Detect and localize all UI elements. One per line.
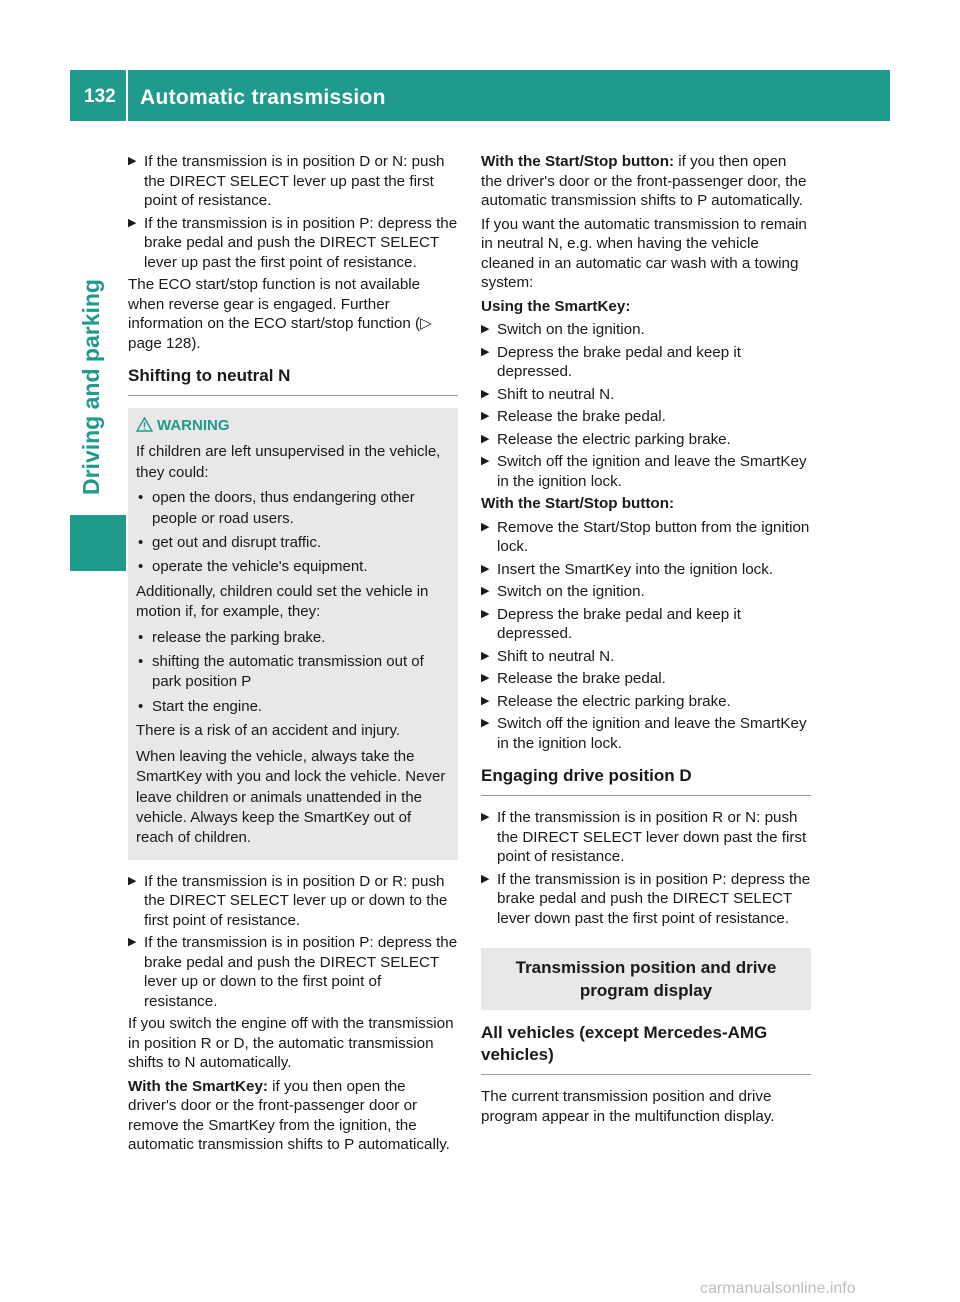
arrow-icon: ▶: [128, 216, 137, 229]
left-column: [128, 152, 458, 1159]
warning-bullet: • Start the engine.: [138, 697, 263, 715]
arrow-icon: ▶: [128, 155, 137, 167]
warning-intro: If children are left unsupervised in the vehicle, they could:: [136, 443, 441, 481]
section-title: Automatic transmission: [140, 86, 386, 109]
instruction-step: ▶ Insert the SmartKey into the ignition lock.: [481, 560, 774, 578]
instruction-step: ▶ Release the brake pedal.: [481, 670, 666, 687]
warning-bullet: • release the parking brake.: [138, 628, 326, 646]
eco-paragraph: The ECO start/stop function is not available when reverse gear is engaged. Further information on the ECO start/stop function (▷ page 128).: [128, 276, 432, 352]
arrow-icon: ▶: [481, 649, 490, 662]
warning-box: [128, 408, 458, 860]
heading-all-vehicles: All vehicles (except Mercedes-AMG vehicles): [481, 1022, 811, 1075]
instruction-step: ▶ If the transmission is in position P: depress the brake pedal and push the DIRECT SELECT lever up or down to the first point of resistance.: [128, 934, 458, 1010]
instruction-step: ▶ Switch on the ignition.: [481, 321, 645, 338]
arrow-icon: ▶: [481, 872, 490, 885]
instruction-step: ▶ If the transmission is in position R or N: push the DIRECT SELECT lever down past the first point of resistance.: [481, 809, 807, 865]
heading-shifting-neutral: Shifting to neutral N: [128, 365, 458, 396]
header-divider: [126, 70, 128, 121]
instruction-step: ▶ Remove the Start/Stop button from the ignition lock.: [481, 518, 810, 555]
warning-para: There is a risk of an accident and injury.: [136, 722, 401, 740]
arrow-icon: ▶: [481, 585, 490, 597]
instruction-step: ▶ Release the electric parking brake.: [481, 430, 731, 448]
arrow-icon: ▶: [481, 520, 490, 533]
side-tab-label: Driving and parking: [78, 279, 104, 495]
instruction-step: ▶ If the transmission is in position D or N: push the DIRECT SELECT lever up past the first point of resistance.: [128, 153, 445, 209]
instruction-step: ▶ Release the brake pedal.: [481, 408, 666, 425]
arrow-icon: ▶: [481, 387, 490, 400]
heading-drive-position: Engaging drive position D: [481, 765, 811, 796]
topic-box: Transmission position and drive program display: [481, 948, 811, 1010]
arrow-icon: ▶: [481, 672, 490, 684]
warning-para: When leaving the vehicle, always take the SmartKey with you and lock the vehicle. Never leave children or animals unattended in the vehicle. Always keep the SmartKey out of reach of children.: [136, 747, 446, 847]
instruction-step: ▶ Depress the brake pedal and keep it depressed.: [481, 605, 742, 642]
instruction-step: ▶ If the transmission is in position P: depress the brake pedal and push the DIRECT SELECT lever up past the first point of resistance.: [128, 214, 458, 271]
final-paragraph: The current transmission position and drive program appear in the multifunction display.: [481, 1088, 775, 1125]
arrow-icon: ▶: [481, 323, 490, 335]
arrow-icon: ▶: [481, 455, 490, 467]
warning-header: WARNING: [136, 416, 450, 436]
arrow-icon: ▶: [128, 874, 137, 887]
instruction-step: ▶ Depress the brake pedal and keep it depressed.: [481, 343, 742, 380]
smartkey-paragraph: With the SmartKey: if you then open the driver's door or the front-passenger door or remove the SmartKey from the ignition, the automatic transmission shifts to P automatically.: [128, 1077, 450, 1154]
arrow-icon: ▶: [481, 811, 490, 823]
warning-para: Additionally, children could set the vehicle in motion if, for example, they:: [136, 582, 429, 621]
warning-bullet: • open the doors, thus endangering other people or road users.: [138, 489, 415, 527]
arrow-icon: ▶: [481, 345, 490, 358]
instruction-step: ▶ If the transmission is in position P: depress the brake pedal and push the DIRECT SELECT lever down past the first point of resistance.: [481, 870, 811, 927]
with-startstop-label: With the Start/Stop button:: [481, 495, 675, 512]
arrow-icon: ▶: [481, 694, 490, 707]
arrow-icon: ▶: [481, 562, 490, 575]
instruction-step: ▶ Shift to neutral N.: [481, 385, 615, 403]
switch-off-paragraph: If you switch the engine off with the transmission in position R or D, the automatic transmission shifts to N automatically.: [128, 1015, 454, 1072]
arrow-icon: ▶: [481, 607, 490, 620]
arrow-icon: ▶: [128, 936, 137, 949]
arrow-icon: ▶: [481, 717, 490, 729]
instruction-step: ▶ Shift to neutral N.: [481, 647, 615, 665]
arrow-icon: ▶: [481, 410, 490, 422]
warning-bullet: • shifting the automatic transmission out of park position P: [138, 653, 424, 691]
instruction-step: ▶ Switch off the ignition and leave the SmartKey in the ignition lock.: [481, 715, 807, 752]
using-smartkey-label: Using the SmartKey:: [481, 297, 631, 315]
warning-triangle-icon: [136, 417, 153, 432]
right-column: [481, 152, 811, 1130]
neutral-paragraph: If you want the automatic transmission to remain in neutral N, e.g. when having the vehicle cleaned in an automatic car wash with a towing system:: [481, 215, 807, 291]
instruction-step: ▶ If the transmission is in position D or R: push the DIRECT SELECT lever up or down to the first point of resistance.: [128, 872, 448, 929]
instruction-step: ▶ Release the electric parking brake.: [481, 692, 731, 710]
warning-bullet: • operate the vehicle's equipment.: [138, 558, 368, 576]
watermark: carmanualsonline.info: [700, 1280, 856, 1297]
arrow-icon: ▶: [481, 432, 490, 445]
startstop-paragraph: With the Start/Stop button: if you then open the driver's door or the front-passenger door, the automatic transmission shifts to P automatically.: [481, 153, 807, 209]
instruction-step: ▶ Switch on the ignition.: [481, 583, 645, 600]
side-tab-marker: [70, 515, 126, 571]
instruction-step: ▶ Switch off the ignition and leave the SmartKey in the ignition lock.: [481, 453, 807, 490]
header-bar: [70, 70, 890, 121]
page-number: 132: [84, 86, 116, 107]
warning-bullet: • get out and disrupt traffic.: [138, 534, 321, 552]
